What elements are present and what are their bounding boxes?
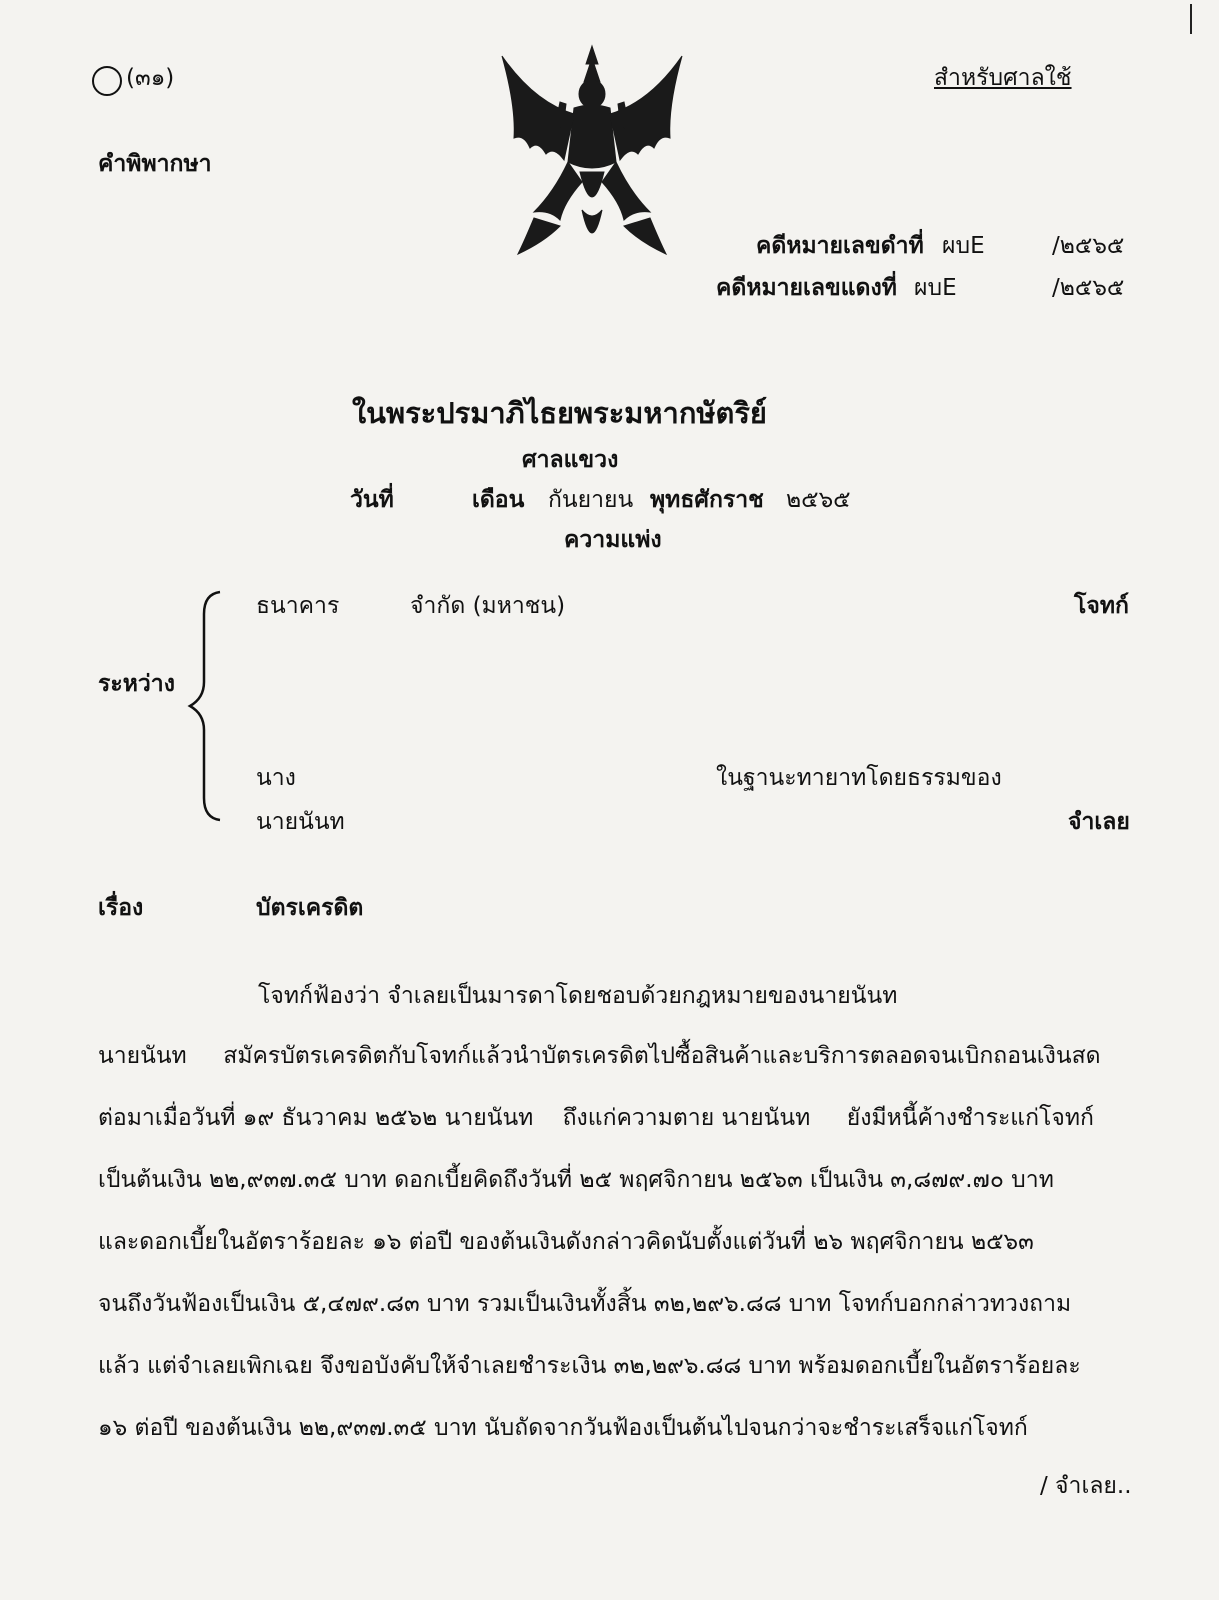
form-circle	[92, 66, 122, 96]
defendant-capacity: ในฐานะทายาทโดยธรรมของ	[716, 765, 1002, 791]
date-era-label: พุทธศักราช	[650, 487, 764, 513]
defendant-line1: นาง	[256, 765, 296, 791]
case-red-label: คดีหมายเลขแดงที่	[716, 275, 897, 301]
body-line-3: ต่อมาเมื่อวันที่ ๑๙ ธันวาคม ๒๕๖๒ นายนันท ถึงแก่ความตาย นายนันท ยังมีหนี้ค้างชำระแก่โจทก์	[98, 1105, 1094, 1131]
defendant-role: จำเลย	[1068, 809, 1130, 835]
court-name: ศาลแขวง	[522, 447, 619, 473]
royal-title: ในพระปรมาภิไธยพระมหากษัตริย์	[352, 396, 767, 430]
subject-value: บัตรเครดิต	[256, 895, 364, 921]
body-line-8: ๑๖ ต่อปี ของต้นเงิน ๒๒,๙๓๗.๓๕ บาท นับถัดจากวันฟ้องเป็นต้นไปจนกว่าจะชำระเสร็จแก่โจทก์	[98, 1415, 1028, 1441]
plaintiff-name-a: ธนาคาร	[256, 593, 340, 619]
body-line-6: จนถึงวันฟ้องเป็นเงิน ๕,๔๗๙.๘๓ บาท รวมเป็นเงินทั้งสิ้น ๓๒,๒๙๖.๘๘ บาท โจทก์บอกกล่าวทวงถาม	[98, 1291, 1072, 1317]
plaintiff-name-b: จำกัด (มหาชน)	[410, 593, 566, 619]
plaintiff-role: โจทก์	[1074, 593, 1129, 619]
case-black-prefix: ผบE	[942, 233, 985, 259]
date-day-label: วันที่	[350, 487, 394, 513]
continuation-marker: / จำเลย..	[1040, 1473, 1132, 1499]
for-court-use: สำหรับศาลใช้	[934, 65, 1072, 91]
date-month: กันยายน	[548, 487, 634, 513]
body-line-1: โจทก์ฟ้องว่า จำเลยเป็นมารดาโดยชอบด้วยกฎหมายของนายนันท	[258, 983, 898, 1009]
between-label: ระหว่าง	[98, 671, 175, 697]
case-black-label: คดีหมายเลขดำที่	[756, 233, 924, 259]
body-line-2: นายนันท สมัครบัตรเครดิตกับโจทก์แล้วนำบัตรเครดิตไปซื้อสินค้าและบริการตลอดจนเบิกถอนเงินสด	[98, 1043, 1101, 1069]
date-month-label: เดือน	[472, 487, 525, 513]
case-black-year: /๒๕๖๕	[1052, 233, 1125, 259]
subject-label: เรื่อง	[98, 895, 144, 921]
body-line-4: เป็นต้นเงิน ๒๒,๙๓๗.๓๕ บาท ดอกเบี้ยคิดถึงวันที่ ๒๕ พฤศจิกายน ๒๕๖๓ เป็นเงิน ๓,๘๗๙.๗๐ บาท	[98, 1167, 1054, 1193]
document-type: คำพิพากษา	[98, 151, 212, 177]
body-line-7: แล้ว แต่จำเลยเพิกเฉย จึงขอบังคับให้จำเลยชำระเงิน ๓๒,๒๙๖.๘๘ บาท พร้อมดอกเบี้ยในอัตราร้อยละ	[98, 1353, 1081, 1379]
case-type: ความแพ่ง	[564, 527, 662, 553]
date-year: ๒๕๖๕	[786, 487, 851, 513]
case-red-year: /๒๕๖๕	[1052, 275, 1125, 301]
garuda-emblem-icon	[494, 42, 690, 260]
form-number: (๓๑)	[126, 65, 175, 91]
parties-brace	[186, 590, 226, 822]
defendant-line2: นายนันท	[256, 809, 345, 835]
case-red-prefix: ผบE	[914, 275, 957, 301]
page-mark	[1190, 4, 1192, 34]
body-line-5: และดอกเบี้ยในอัตราร้อยละ ๑๖ ต่อปี ของต้นเงินดังกล่าวคิดนับตั้งแต่วันที่ ๒๖ พฤศจิกายน ๒๕๖๓	[98, 1229, 1034, 1255]
